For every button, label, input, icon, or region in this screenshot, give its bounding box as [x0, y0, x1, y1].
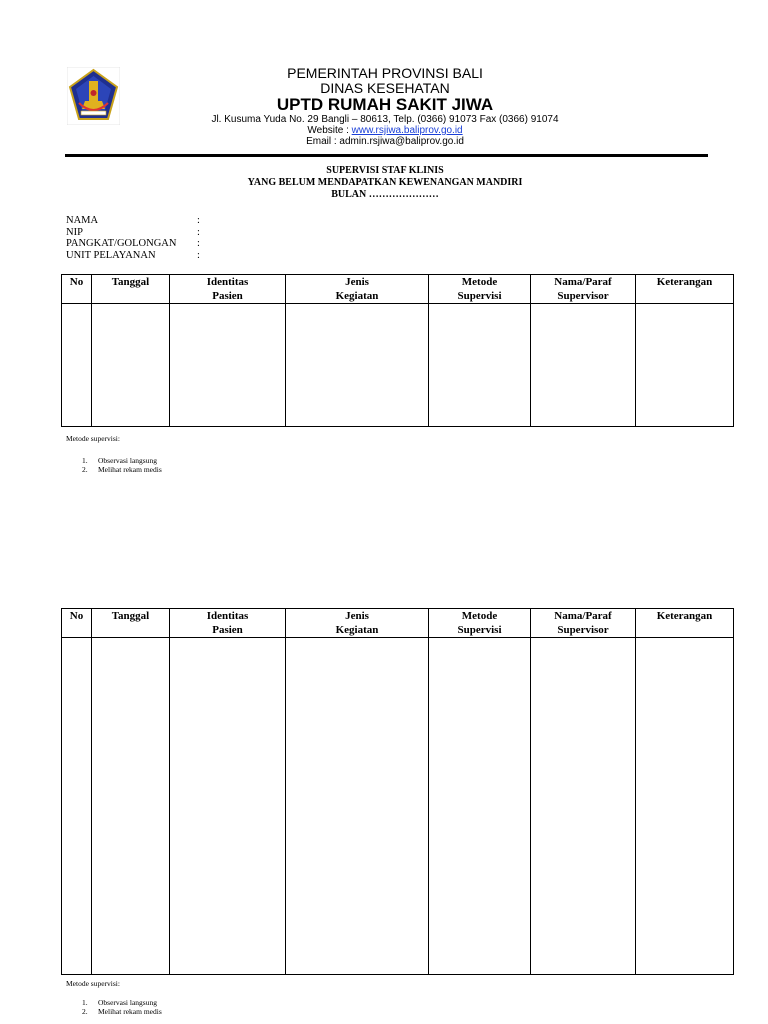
- notes-heading-1: Metode supervisi:: [66, 434, 120, 443]
- col-jenis-kegiatan: Jenis Kegiatan: [286, 275, 429, 304]
- field-label: PANGKAT/GOLONGAN: [66, 238, 177, 249]
- bali-emblem-logo: [67, 67, 120, 125]
- header-divider: [65, 154, 708, 157]
- table-cell[interactable]: [636, 638, 734, 975]
- col-tanggal: Tanggal: [92, 275, 170, 304]
- header-email: Email : admin.rsjiwa@baliprov.go.id: [306, 136, 464, 147]
- table-cell[interactable]: [286, 638, 429, 975]
- table-cell[interactable]: [286, 304, 429, 427]
- notes-heading-2: Metode supervisi:: [66, 979, 120, 988]
- table-header-row: [62, 609, 734, 638]
- form-title-month: BULAN …………………: [331, 189, 439, 200]
- table-row: [62, 304, 734, 427]
- table-cell[interactable]: [636, 304, 734, 427]
- header-address: Jl. Kusuma Yuda No. 29 Bangli – 80613, Telp. (0366) 91073 Fax (0366) 91074: [211, 114, 559, 125]
- table-cell[interactable]: [170, 638, 286, 975]
- header-government-name: PEMERINTAH PROVINSI BALI: [287, 65, 483, 81]
- field-colon: :: [197, 238, 200, 249]
- table-cell[interactable]: [429, 304, 531, 427]
- table-cell[interactable]: [531, 304, 636, 427]
- table-cell[interactable]: [429, 638, 531, 975]
- col-keterangan: Keterangan: [636, 275, 734, 304]
- field-label: NAMA: [66, 215, 99, 226]
- form-title-line1: SUPERVISI STAF KLINIS: [326, 165, 444, 176]
- header-website: [170, 125, 600, 136]
- field-label: NIP: [66, 226, 83, 238]
- col-identitas-pasien: Identitas Pasien: [170, 609, 286, 638]
- field-colon: :: [197, 249, 200, 261]
- website-label: Website :: [307, 125, 352, 136]
- col-jenis-kegiatan: Jenis Kegiatan: [286, 609, 429, 638]
- col-nama-paraf-supervisor: Nama/Paraf Supervisor: [531, 609, 636, 638]
- field-colon: :: [197, 215, 200, 226]
- table-cell[interactable]: [62, 304, 92, 427]
- table-header-row: [62, 275, 734, 304]
- field-label: UNIT PELAYANAN: [66, 249, 156, 261]
- table-cell[interactable]: [531, 638, 636, 975]
- table-cell[interactable]: [92, 304, 170, 427]
- col-no: No: [62, 609, 92, 638]
- website-link[interactable]: www.rsjiwa.baliprov.go.id: [351, 125, 463, 136]
- table-cell[interactable]: [92, 638, 170, 975]
- supervision-table-1: [61, 274, 734, 427]
- table-row: [62, 638, 734, 975]
- col-tanggal: Tanggal: [92, 609, 170, 638]
- table-cell[interactable]: [170, 304, 286, 427]
- col-metode-supervisi: Metode Supervisi: [429, 275, 531, 304]
- col-metode-supervisi: Metode Supervisi: [429, 609, 531, 638]
- col-identitas-pasien: Identitas Pasien: [170, 275, 286, 304]
- col-keterangan: Keterangan: [636, 609, 734, 638]
- field-colon: :: [197, 226, 200, 238]
- table-cell[interactable]: [62, 638, 92, 975]
- col-nama-paraf-supervisor: Nama/Paraf Supervisor: [531, 275, 636, 304]
- header-hospital-name: UPTD RUMAH SAKIT JIWA: [276, 95, 494, 114]
- form-title-line2: YANG BELUM MENDAPATKAN KEWENANGAN MANDIRI: [247, 177, 523, 188]
- col-no: No: [62, 275, 92, 304]
- supervision-table-2: [61, 608, 734, 975]
- header-department-name: DINAS KESEHATAN: [320, 80, 450, 96]
